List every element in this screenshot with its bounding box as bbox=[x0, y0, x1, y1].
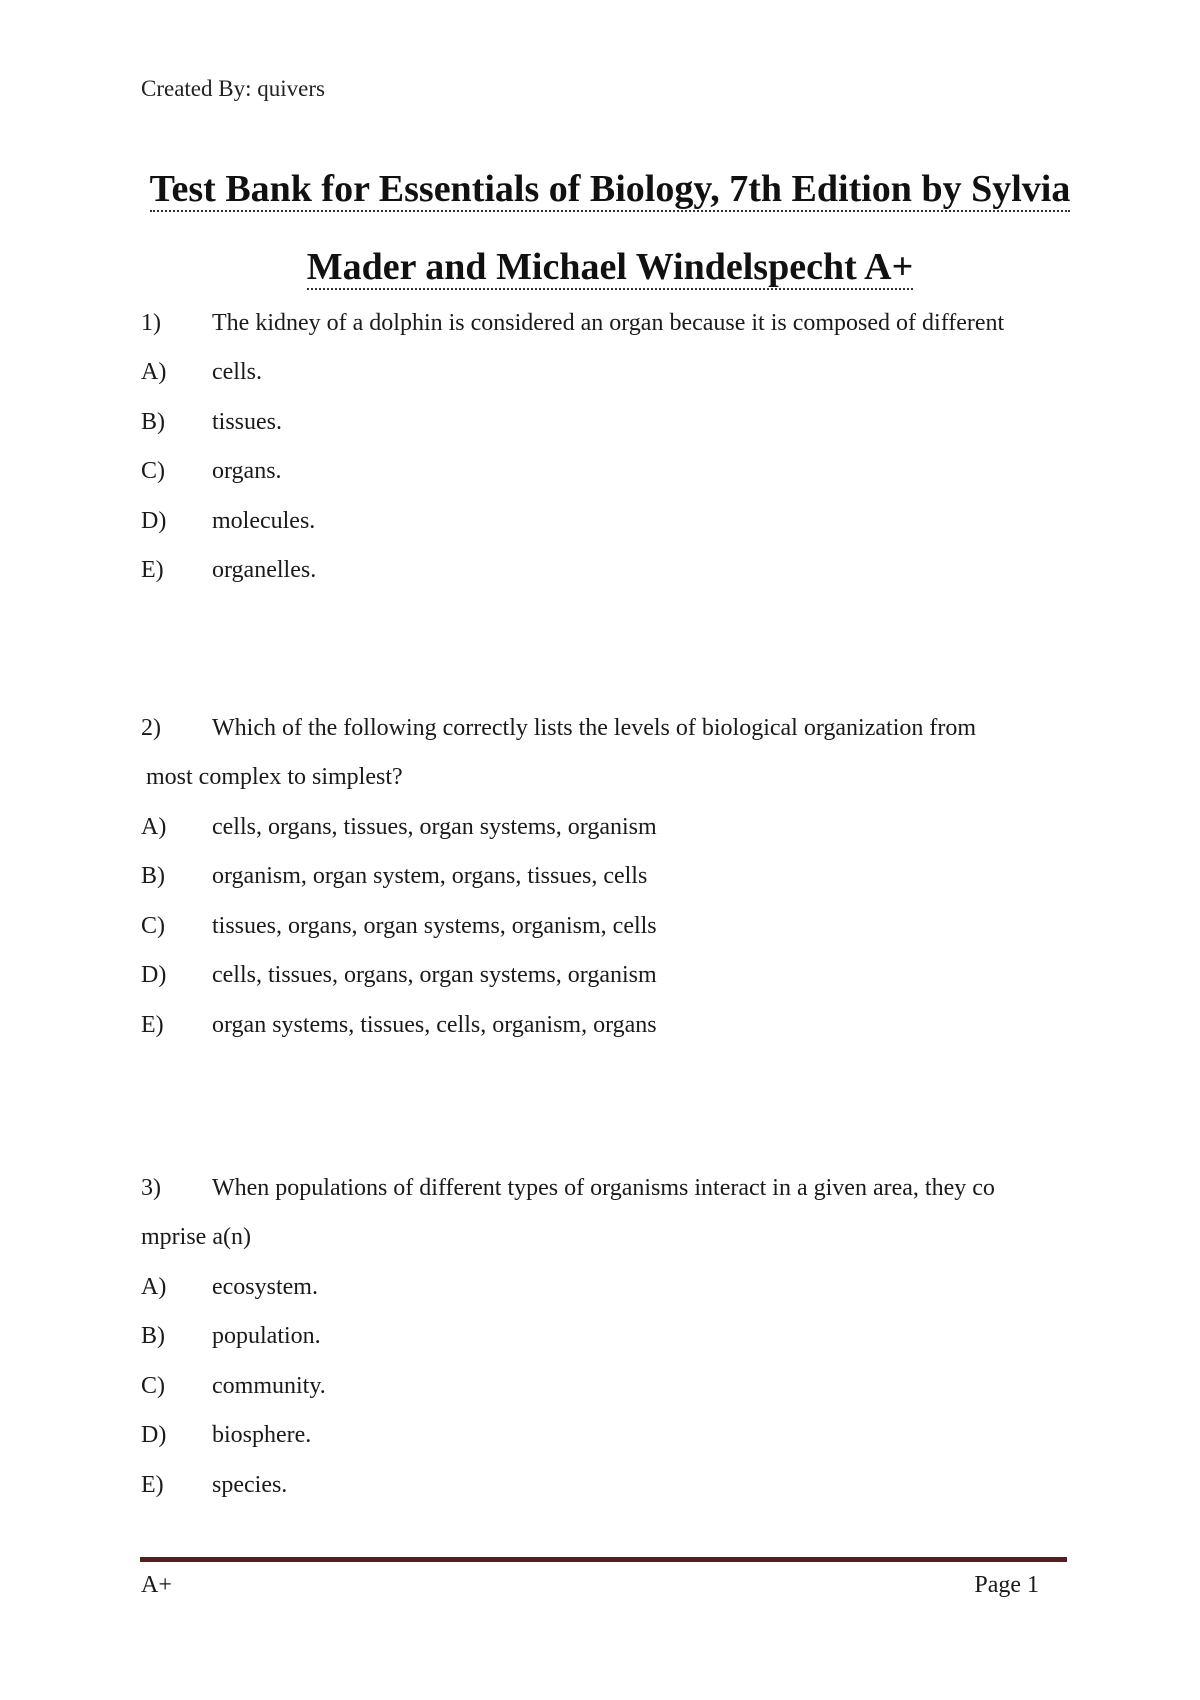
option-letter: C) bbox=[141, 912, 165, 939]
page-number: Page 1 bbox=[974, 1572, 1039, 1598]
option-letter: A) bbox=[141, 813, 167, 840]
option-letter: A) bbox=[141, 359, 167, 386]
question-number: 3) bbox=[141, 1174, 161, 1201]
footer-divider bbox=[140, 1557, 1067, 1562]
question-2 bbox=[141, 703, 1081, 1050]
option-letter: D) bbox=[141, 1422, 167, 1449]
footer-left-text: A+ bbox=[141, 1572, 172, 1598]
option-text: species. bbox=[212, 1471, 288, 1498]
title-line-1: Test Bank for Essentials of Biology, 7th Edition by Sylvia bbox=[149, 168, 1071, 210]
option-text: tissues, organs, organ systems, organism, cells bbox=[212, 912, 657, 939]
question-3 bbox=[141, 1163, 1081, 1510]
question-stem: When populations of different types of organisms interact in a given area, they co bbox=[212, 1174, 995, 1201]
option-letter: A) bbox=[141, 1273, 167, 1300]
option-text: organism, organ system, organs, tissues, cells bbox=[212, 863, 648, 890]
option-letter: B) bbox=[141, 408, 165, 435]
option-letter: B) bbox=[141, 863, 165, 890]
option-text: cells, tissues, organs, organ systems, organism bbox=[212, 962, 657, 989]
option-text: community. bbox=[212, 1372, 326, 1399]
question-stem: Which of the following correctly lists the levels of biological organization from bbox=[212, 714, 977, 741]
created-by-text: Created By: quivers bbox=[141, 76, 325, 101]
option-letter: E) bbox=[141, 557, 164, 584]
title-line-2: Mader and Michael Windelspecht A+ bbox=[306, 246, 914, 288]
question-stem-continued: mprise a(n) bbox=[141, 1224, 251, 1251]
option-text: biosphere. bbox=[212, 1422, 312, 1449]
option-text: ecosystem. bbox=[212, 1273, 318, 1300]
question-number: 2) bbox=[141, 714, 161, 741]
option-text: cells, organs, tissues, organ systems, organism bbox=[212, 813, 657, 840]
option-letter: D) bbox=[141, 507, 167, 534]
option-text: molecules. bbox=[212, 507, 316, 534]
option-text: organ systems, tissues, cells, organism, organs bbox=[212, 1011, 657, 1038]
question-stem-continued: most complex to simplest? bbox=[146, 764, 403, 791]
option-letter: E) bbox=[141, 1011, 164, 1038]
question-1 bbox=[141, 298, 1081, 595]
option-letter: C) bbox=[141, 1372, 165, 1399]
option-text: organs. bbox=[212, 458, 282, 485]
option-letter: B) bbox=[141, 1323, 165, 1350]
option-text: organelles. bbox=[212, 557, 317, 584]
option-text: population. bbox=[212, 1323, 321, 1350]
option-letter: E) bbox=[141, 1471, 164, 1498]
option-letter: C) bbox=[141, 458, 165, 485]
document-title bbox=[120, 150, 1100, 306]
option-text: cells. bbox=[212, 359, 262, 386]
option-letter: D) bbox=[141, 962, 167, 989]
question-number: 1) bbox=[141, 309, 161, 336]
option-text: tissues. bbox=[212, 408, 283, 435]
question-stem: The kidney of a dolphin is considered an organ because it is composed of different bbox=[212, 309, 1005, 336]
